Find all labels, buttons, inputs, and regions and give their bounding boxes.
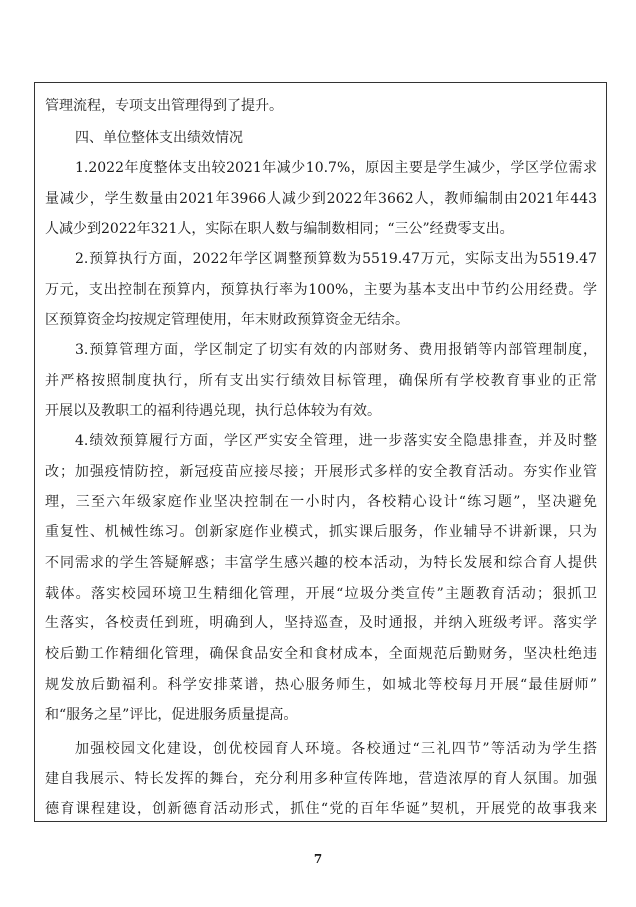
text-line: 人减少到2022年321人，实际在职人数与编制数相同；“三公”经费零支出。 (45, 221, 514, 237)
text-line: 生落实，各校责任到班，明确到人，坚持巡查，及时通报，并纳入班级考评。落实学 (45, 615, 597, 631)
text-line: 不同需求的学生答疑解惑；丰富学生感兴趣的校本活动，为特长发展和综合育人提供 (45, 555, 597, 571)
text-line: 德育课程建设，创新德育活动形式，抓住“党的百年华诞”契机，开展党的故事我来 (45, 801, 597, 817)
text-line: 和“服务之星”评比，促进服务质量提高。 (45, 707, 298, 723)
text-line: 2.预算执行方面，2022年学区调整预算数为5519.47万元，实际支出为5519.47 (75, 251, 597, 267)
text-line: 校后勤工作精细化管理，确保食品安全和食材成本，全面规范后勤财务，坚决杜绝违 (45, 646, 597, 662)
text-line: 开展以及教职工的福利待遇兑现，执行总体较为有效。 (45, 403, 381, 419)
page-number: 7 (313, 852, 323, 866)
text-line: 1.2022年度整体支出较2021年减少10.7%，原因主要是学生减少，学区学位需求 (75, 160, 597, 176)
text-line: 载体。落实校园环境卫生精细化管理，开展“垃圾分类宣传”主题教育活动；狠抓卫 (45, 586, 597, 602)
text-line: 管理流程，专项支出管理得到了提升。 (45, 98, 283, 114)
text-line: 3.预算管理方面，学区制定了切实有效的内部财务、费用报销等内部管理制度， (75, 342, 597, 358)
text-line: 万元，支出控制在预算内，预算执行率为100%，主要为基本支出中节约公用经费。学 (45, 282, 597, 298)
text-line: 理，三至六年级家庭作业坚决控制在一小时内，各校精心设计“练习题”，坚决避免 (45, 494, 597, 510)
text-line: 并严格按照制度执行，所有支出实行绩效目标管理，确保所有学校教育事业的正常 (45, 373, 597, 389)
text-line: 改；加强疫情防控，新冠疫苗应接尽接；开展形式多样的安全教育活动。夯实作业管 (45, 464, 597, 480)
content-frame (34, 82, 607, 822)
text-line: 建自我展示、特长发挥的舞台，充分利用多种宣传阵地，营造浓厚的育人氛围。加强 (45, 771, 597, 787)
text-line: 区预算资金均按规定管理使用，年末财政预算资金无结余。 (45, 312, 409, 328)
text-line: 规发放后勤福利。科学安排菜谱，热心服务师生，如城北等校每月开展“最佳厨师” (45, 677, 597, 693)
text-line: 重复性、机械性练习。创新家庭作业模式，抓实课后服务，作业辅导不讲新课，只为 (45, 524, 597, 540)
text-line: 量减少，学生数量由2021年3966人减少到2022年3662人，教师编制由2021年443 (45, 191, 597, 207)
text-line: 加强校园文化建设，创优校园育人环境。各校通过“三礼四节”等活动为学生搭 (75, 741, 597, 757)
section-heading: 四、单位整体支出绩效情况 (75, 130, 243, 146)
text-line: 4.绩效预算履行方面，学区严实安全管理，进一步落实安全隐患排查，并及时整 (75, 433, 597, 449)
